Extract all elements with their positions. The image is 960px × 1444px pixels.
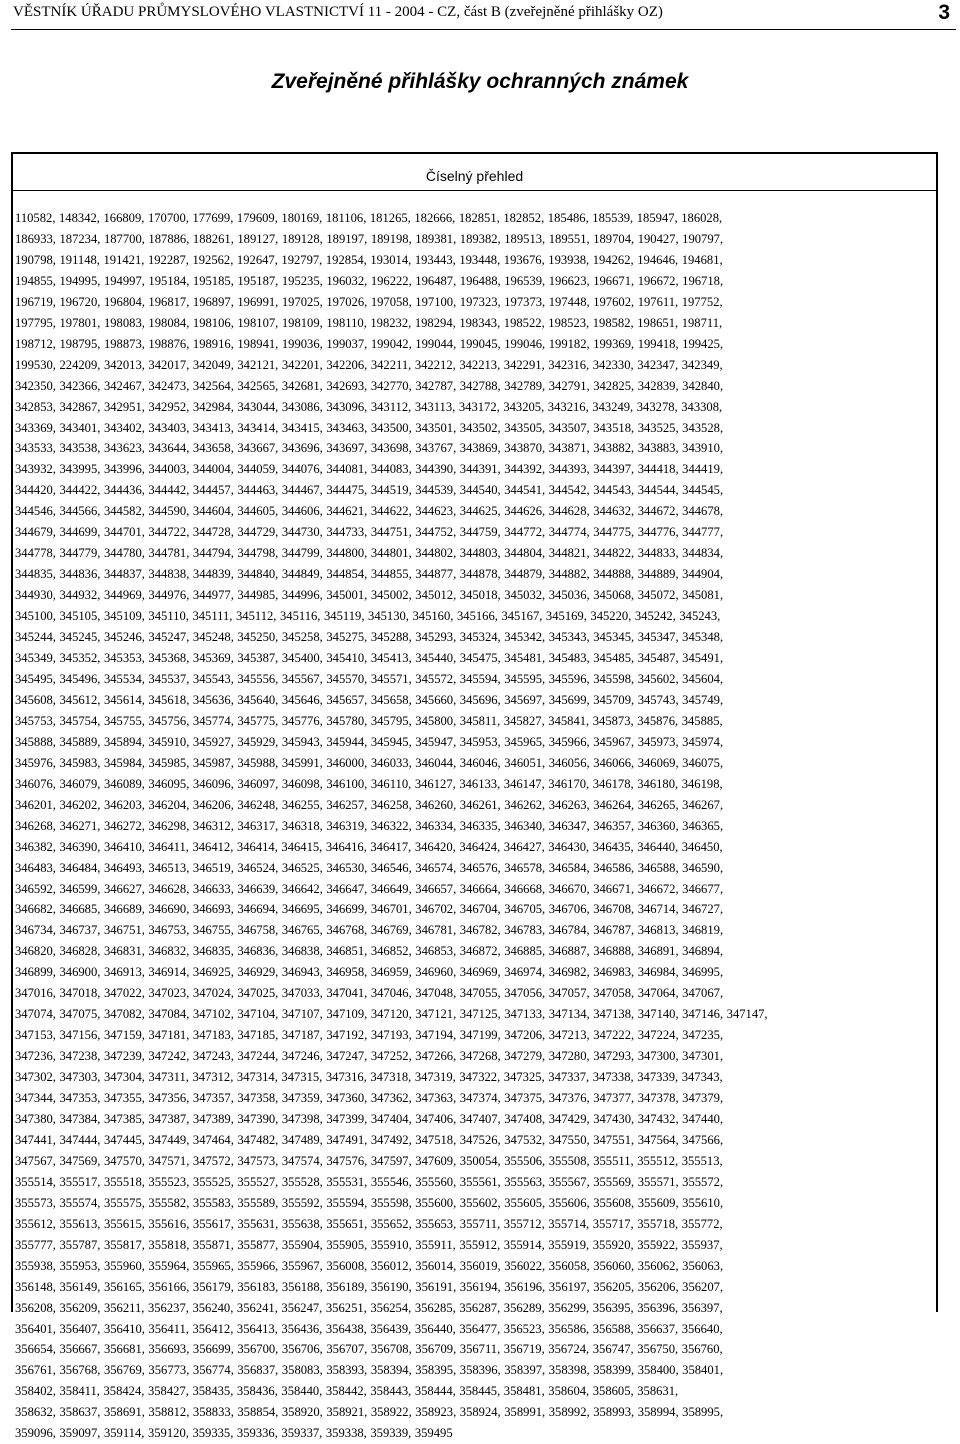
number-line: 355514, 355517, 355518, 355523, 355525, 355527, 355528, 355531, 355546, 355560, 355561, 355563, 355567, 355569, 355571, 355572,	[15, 1174, 724, 1189]
number-line: 343369, 343401, 343402, 343403, 343413, 343414, 343415, 343463, 343500, 343501, 343502, 343505, 343507, 343518, 343525, 343528,	[15, 420, 724, 435]
number-line: 347441, 347444, 347445, 347449, 347464, 347482, 347489, 347491, 347492, 347518, 347526, 347532, 347550, 347551, 347564, 347566,	[15, 1132, 724, 1147]
number-line: 356208, 356209, 356211, 356237, 356240, 356241, 356247, 356251, 356254, 356285, 356287, 356289, 356299, 356395, 356396, 356397,	[15, 1300, 723, 1315]
number-line: 345495, 345496, 345534, 345537, 345543, 345556, 345567, 345570, 345571, 345572, 345594, 345595, 345596, 345598, 345602, 345604,	[15, 671, 724, 686]
number-line: 347344, 347353, 347355, 347356, 347357, 347358, 347359, 347360, 347362, 347363, 347374, 347375, 347376, 347377, 347378, 347379,	[15, 1091, 724, 1106]
number-line: 198712, 198795, 198873, 198876, 198916, 198941, 199036, 199037, 199042, 199044, 199045, 199046, 199182, 199369, 199418, 199425,	[15, 336, 724, 351]
number-line: 186933, 187234, 187700, 187886, 188261, 189127, 189128, 189197, 189198, 189381, 189382, 189513, 189551, 189704, 190427, 190797,	[15, 231, 724, 246]
number-line: 345608, 345612, 345614, 345618, 345636, 345640, 345646, 345657, 345658, 345660, 345696, 345697, 345699, 345709, 345743, 345749,	[15, 692, 724, 707]
number-line: 356401, 356407, 356410, 356411, 356412, 356413, 356436, 356438, 356439, 356440, 356477, 356523, 356586, 356588, 356637, 356640,	[15, 1321, 723, 1336]
number-line: 342853, 342867, 342951, 342952, 342984, 343044, 343086, 343096, 343112, 343113, 343172, 343205, 343216, 343249, 343278, 343308,	[15, 399, 723, 414]
number-line: 343932, 343995, 343996, 344003, 344004, 344059, 344076, 344081, 344083, 344390, 344391, 344392, 344393, 344397, 344418, 344419,	[15, 462, 724, 477]
number-line: 346820, 346828, 346831, 346832, 346835, 346836, 346838, 346851, 346852, 346853, 346872, 346885, 346887, 346888, 346891, 346894,	[15, 944, 724, 959]
number-line: 347567, 347569, 347570, 347571, 347572, 347573, 347574, 347576, 347597, 347609, 350054, 355506, 355508, 355511, 355512, 355513,	[15, 1153, 723, 1168]
number-line: 342350, 342366, 342467, 342473, 342564, 342565, 342681, 342693, 342770, 342787, 342788, 342789, 342791, 342825, 342839, 342840,	[15, 378, 724, 393]
number-line: 347236, 347238, 347239, 347242, 347243, 347244, 347246, 347247, 347252, 347266, 347268, 347279, 347280, 347293, 347300, 347301,	[15, 1049, 724, 1064]
number-line: 197795, 197801, 198083, 198084, 198106, 198107, 198109, 198110, 198232, 198294, 198343, 198522, 198523, 198582, 198651, 198711,	[15, 315, 723, 330]
number-line: 344546, 344566, 344582, 344590, 344604, 344605, 344606, 344621, 344622, 344623, 344625, 344626, 344628, 344632, 344672, 344678,	[15, 504, 724, 519]
number-line: 347016, 347018, 347022, 347023, 347024, 347025, 347033, 347041, 347046, 347048, 347055, 347056, 347057, 347058, 347064, 347067,	[15, 986, 724, 1001]
number-line: 196719, 196720, 196804, 196817, 196897, 196991, 197025, 197026, 197058, 197100, 197323, 197373, 197448, 197602, 197611, 197752,	[15, 294, 723, 309]
number-line: 356148, 356149, 356165, 356166, 356179, 356183, 356188, 356189, 356190, 356191, 356194, 356196, 356197, 356205, 356206, 356207,	[15, 1279, 724, 1294]
number-line: 346201, 346202, 346203, 346204, 346206, 346248, 346255, 346257, 346258, 346260, 346261, 346262, 346263, 346264, 346265, 346267,	[15, 797, 724, 812]
number-line: 345888, 345889, 345894, 345910, 345927, 345929, 345943, 345944, 345945, 345947, 345953, 345965, 345966, 345967, 345973, 345974,	[15, 734, 724, 749]
number-line: 346483, 346484, 346493, 346513, 346519, 346524, 346525, 346530, 346546, 346574, 346576, 346578, 346584, 346586, 346588, 346590,	[15, 860, 724, 875]
numeric-overview-box	[11, 152, 938, 1441]
number-line: 345244, 345245, 345246, 345247, 345248, 345250, 345258, 345275, 345288, 345293, 345324, 345342, 345343, 345345, 345347, 345348,	[15, 630, 724, 645]
number-line: 346682, 346685, 346689, 346690, 346693, 346694, 346695, 346699, 346701, 346702, 346704, 346705, 346706, 346708, 346714, 346727,	[15, 902, 724, 917]
number-line: 355777, 355787, 355817, 355818, 355871, 355877, 355904, 355905, 355910, 355911, 355912, 355914, 355919, 355920, 355922, 355937,	[15, 1237, 723, 1252]
number-line: 345976, 345983, 345984, 345985, 345987, 345988, 345991, 346000, 346033, 346044, 346046, 346051, 346056, 346066, 346069, 346075,	[15, 755, 724, 770]
number-line: 347380, 347384, 347385, 347387, 347389, 347390, 347398, 347399, 347404, 347406, 347407, 347408, 347429, 347430, 347432, 347440,	[15, 1111, 724, 1126]
number-line: 346268, 346271, 346272, 346298, 346312, 346317, 346318, 346319, 346322, 346334, 346335, 346340, 346347, 346357, 346360, 346365,	[15, 818, 724, 833]
page-number: 3	[938, 1, 950, 24]
number-line: 344420, 344422, 344436, 344442, 344457, 344463, 344467, 344475, 344519, 344539, 344540, 344541, 344542, 344543, 344544, 344545,	[15, 483, 724, 498]
number-line: 344930, 344932, 344969, 344976, 344977, 344985, 344996, 345001, 345002, 345012, 345018, 345032, 345036, 345068, 345072, 345081,	[15, 588, 724, 603]
number-line: 110582, 148342, 166809, 170700, 177699, 179609, 180169, 181106, 181265, 182666, 182851, 182852, 185486, 185539, 185947, 186028,	[15, 211, 723, 225]
number-line: 358632, 358637, 358691, 358812, 358833, 358854, 358920, 358921, 358922, 358923, 358924, 358991, 358992, 358993, 358994, 358995,	[15, 1405, 724, 1420]
header-divider	[11, 29, 956, 30]
number-line: 355938, 355953, 355960, 355964, 355965, 355966, 355967, 356008, 356012, 356014, 356019, 356022, 356058, 356060, 356062, 356063,	[15, 1258, 724, 1273]
number-line: 343533, 343538, 343623, 343644, 343658, 343667, 343696, 343697, 343698, 343767, 343869, 343870, 343871, 343882, 343883, 343910,	[15, 441, 724, 456]
number-line: 346592, 346599, 346627, 346628, 346633, 346639, 346642, 346647, 346649, 346657, 346664, 346668, 346670, 346671, 346672, 346677,	[15, 881, 724, 896]
number-line: 345349, 345352, 345353, 345368, 345369, 345387, 345400, 345410, 345413, 345440, 345475, 345481, 345483, 345485, 345487, 345491,	[15, 651, 724, 666]
number-line: 347153, 347156, 347159, 347181, 347183, 347185, 347187, 347192, 347193, 347194, 347199, 347206, 347213, 347222, 347224, 347235,	[15, 1028, 724, 1043]
number-line: 346076, 346079, 346089, 346095, 346096, 346097, 346098, 346100, 346110, 346127, 346133, 346147, 346170, 346178, 346180, 346198,	[15, 776, 723, 791]
number-line: 346382, 346390, 346410, 346411, 346412, 346414, 346415, 346416, 346417, 346420, 346424, 346427, 346430, 346435, 346440, 346450,	[15, 839, 723, 854]
number-line: 345753, 345754, 345755, 345756, 345774, 345775, 345776, 345780, 345795, 345800, 345811, 345827, 345841, 345873, 345876, 345885,	[15, 713, 723, 728]
number-line: 347074, 347075, 347082, 347084, 347102, 347104, 347107, 347109, 347120, 347121, 347125, 347133, 347134, 347138, 347140, 347146, 347147,	[15, 1007, 768, 1022]
page-title: Zveřejněné přihlášky ochranných známek	[271, 70, 689, 93]
number-line: 345100, 345105, 345109, 345110, 345111, 345112, 345116, 345119, 345130, 345160, 345166, 345167, 345169, 345220, 345242, 345243,	[15, 609, 721, 624]
number-line: 359096, 359097, 359114, 359120, 359335, 359336, 359337, 359338, 359339, 359495	[15, 1426, 453, 1441]
section-title-row	[13, 154, 936, 191]
number-line: 356654, 356667, 356681, 356693, 356699, 356700, 356706, 356707, 356708, 356709, 356711, 356719, 356724, 356747, 356750, 356760,	[15, 1342, 723, 1357]
number-line: 346899, 346900, 346913, 346914, 346925, 346929, 346943, 346958, 346959, 346960, 346969, 346974, 346982, 346983, 346984, 346995,	[15, 965, 724, 980]
application-number-list	[15, 208, 935, 1444]
number-line: 347302, 347303, 347304, 347311, 347312, 347314, 347315, 347316, 347318, 347319, 347322, 347325, 347337, 347338, 347339, 347343,	[15, 1070, 723, 1085]
number-line: 355573, 355574, 355575, 355582, 355583, 355589, 355592, 355594, 355598, 355600, 355602, 355605, 355606, 355608, 355609, 355610,	[15, 1195, 724, 1210]
number-line: 346734, 346737, 346751, 346753, 346755, 346758, 346765, 346768, 346769, 346781, 346782, 346783, 346784, 346787, 346813, 346819,	[15, 923, 724, 938]
number-line: 344778, 344779, 344780, 344781, 344794, 344798, 344799, 344800, 344801, 344802, 344803, 344804, 344821, 344822, 344833, 344834,	[15, 546, 724, 561]
section-title: Číselný přehled	[425, 168, 524, 184]
number-line: 190798, 191148, 191421, 192287, 192562, 192647, 192797, 192854, 193014, 193443, 193448, 193676, 193938, 194262, 194646, 194681,	[15, 252, 723, 267]
number-line: 355612, 355613, 355615, 355616, 355617, 355631, 355638, 355651, 355652, 355653, 355711, 355712, 355714, 355717, 355718, 355772,	[15, 1216, 723, 1231]
number-line: 356761, 356768, 356769, 356773, 356774, 356837, 358083, 358393, 358394, 358395, 358396, 358397, 358398, 358399, 358400, 358401,	[15, 1363, 724, 1378]
number-line: 344679, 344699, 344701, 344722, 344728, 344729, 344730, 344733, 344751, 344752, 344759, 344772, 344774, 344775, 344776, 344777,	[15, 525, 724, 540]
number-line: 358402, 358411, 358424, 358427, 358435, 358436, 358440, 358442, 358443, 358444, 358445, 358481, 358604, 358605, 358631,	[15, 1384, 679, 1399]
number-line: 344835, 344836, 344837, 344838, 344839, 344840, 344849, 344854, 344855, 344877, 344878, 344879, 344882, 344888, 344889, 344904,	[15, 567, 724, 582]
number-line: 194855, 194995, 194997, 195184, 195185, 195187, 195235, 196032, 196222, 196487, 196488, 196539, 196623, 196671, 196672, 196718,	[15, 273, 724, 288]
journal-header: VĚSTNÍK ÚŘADU PRŮMYSLOVÉHO VLASTNICTVÍ 11 - 2004 - CZ, část B (zveřejněné přihlášky OZ)	[13, 4, 663, 20]
number-line: 199530, 224209, 342013, 342017, 342049, 342121, 342201, 342206, 342211, 342212, 342213, 342291, 342316, 342330, 342347, 342349,	[15, 357, 723, 372]
